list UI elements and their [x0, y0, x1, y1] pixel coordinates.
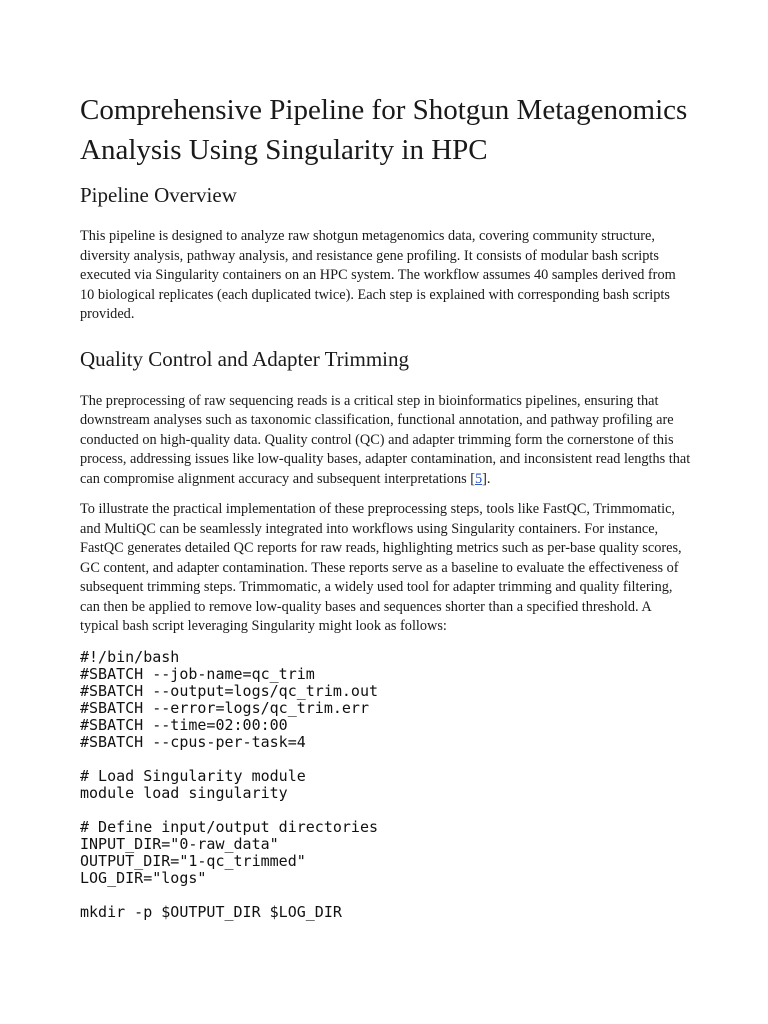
code-line: # Define input/output directories	[80, 817, 379, 836]
code-line: #SBATCH --cpus-per-task=4	[80, 732, 306, 751]
bash-code-block	[80, 649, 692, 921]
code-line: module load singularity	[80, 783, 288, 802]
code-line: #SBATCH --error=logs/qc_trim.err	[80, 698, 369, 717]
code-line: LOG_DIR="logs"	[80, 868, 207, 887]
section-heading-overview: Pipeline Overview	[80, 183, 237, 207]
citation-link[interactable]: 5	[475, 470, 483, 487]
overview-paragraph: This pipeline is designed to analyze raw shotgun metagenomics data, covering community structure, diversity analysis, pathway analysis, and resistance gene profiling. It consists of modular bash scripts executed via Singularity containers on an HPC system. The workflow assumes 40 samples derived from 10 biological replicates (each duplicated twice). Each step is explained with corresponding bash scripts provided.	[80, 228, 676, 322]
code-line: OUTPUT_DIR="1-qc_trimmed"	[80, 851, 306, 870]
qc-paragraph-1-text: The preprocessing of raw sequencing reads is a critical step in bioinformatics pipelines, ensuring that downstream analyses such as taxonomic classification, functional annotation, and pathway profiling are conducted on high-quality data. Quality control (QC) and adapter trimming form the cornerstone of this process, addressing issues like low-quality bases, adapter contamination, and inconsistent read lengths that can compromise alignment accuracy and subsequent interpretations [	[80, 392, 691, 487]
code-line: #SBATCH --output=logs/qc_trim.out	[80, 681, 379, 700]
section-heading-qc: Quality Control and Adapter Trimming	[80, 346, 409, 371]
code-line: #!/bin/bash	[80, 647, 180, 666]
qc-paragraph-1	[80, 392, 692, 490]
code-line: #SBATCH --job-name=qc_trim	[80, 664, 315, 683]
qc-paragraph-2: To illustrate the practical implementation of these preprocessing steps, tools like FastQC, Trimmomatic, and MultiQC can be seamlessly integrated into workflows using Singularity containers. For instance, FastQC generates detailed QC reports for raw reads, highlighting metrics such as per-base quality scores, GC content, and adapter contamination. These reports serve as a baseline to evaluate the effectiveness of subsequent trimming steps. Trimmomatic, a widely used tool for adapter trimming and quality filtering, can then be applied to remove low-quality bases and sequences shorter than a specified threshold. A typical bash script leveraging Singularity might look as follows:	[80, 501, 682, 634]
code-line: mkdir -p $OUTPUT_DIR $LOG_DIR	[80, 902, 342, 921]
code-line: # Load Singularity module	[80, 766, 306, 785]
document-title: Comprehensive Pipeline for Shotgun Metagenomics Analysis Using Singularity in HPC	[80, 94, 688, 166]
document-page	[80, 90, 692, 921]
code-line: INPUT_DIR="0-raw_data"	[80, 834, 279, 853]
code-line: #SBATCH --time=02:00:00	[80, 715, 288, 734]
qc-paragraph-1-end: ].	[482, 470, 491, 487]
